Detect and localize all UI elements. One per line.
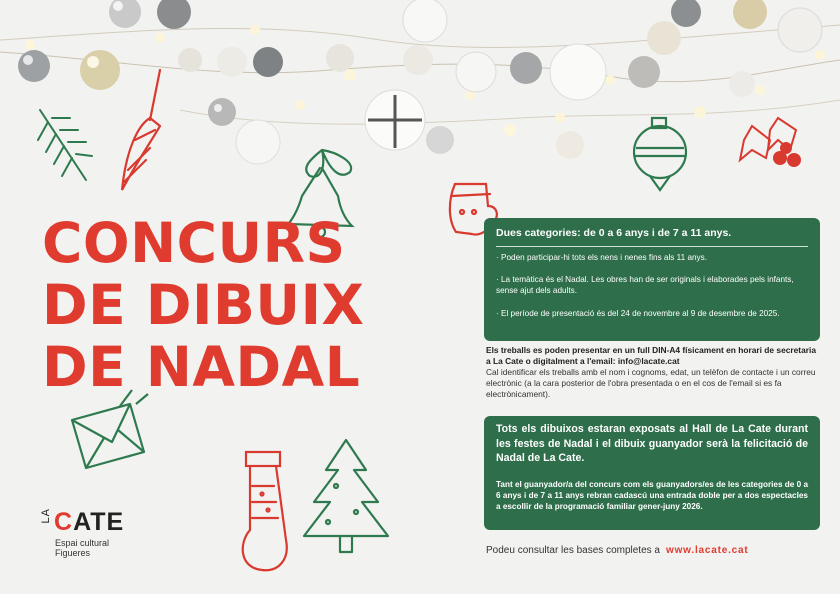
website-link[interactable]: www.lacate.cat: [666, 545, 749, 556]
submission-info: [486, 345, 822, 400]
rule-item-2: · La temàtica és el Nadal. Les obres han de ser originals i elaborades pels infants, sense ajut dels adults.: [496, 275, 794, 295]
categories-info-box: [484, 218, 820, 341]
title-line-1: CONCURS: [42, 211, 346, 275]
divider: [496, 246, 808, 247]
prize-text: Tant el guanyador/a del concurs com els guanyadors/es de les categories de 0 a 6 anys i de 7 a 11 anys rebran cadascú una entrada doble per a dos espectacles a escollir de la programació familiar gener-juny 2026.: [496, 480, 808, 511]
footer: [486, 545, 749, 556]
exhibition-info-box: [484, 416, 820, 530]
title-line-2: DE DIBUIX: [42, 273, 365, 337]
submission-body-text: Cal identificar els treballs amb el nom i cognoms, edat, un telèfon de contacte i un correu electrònic (a la cara posterior de l'obra presentada o en el cos de l'email si es fa electrònicament).: [486, 367, 816, 399]
rule-item-3: · El període de presentació és del 24 de novembre al 9 de desembre de 2025.: [496, 309, 780, 318]
logo-la: LA: [40, 508, 52, 524]
submission-bold-text: Els treballs es poden presentar en un full DIN-A4 físicament en horari de secretaria a La Cate o digitalment a l'email: info@lacate.cat: [486, 345, 816, 366]
footer-text: Podeu consultar les bases completes a: [486, 545, 660, 556]
poster-title: [42, 212, 364, 398]
logo-line-2: Figueres: [55, 548, 91, 558]
logo-subtitle: [55, 538, 109, 558]
logo-cate: [54, 508, 124, 537]
logo-line-1: Espai cultural: [55, 538, 110, 548]
logo-ate: ATE: [73, 508, 125, 536]
rule-item-1: · Poden participar-hi tots els nens i nenes fins als 11 anys.: [496, 253, 708, 262]
logo-c-letter: C: [54, 508, 74, 536]
exhibition-heading: Tots els dibuixos estaran exposats al Hall de La Cate durant les festes de Nadal i el dibuix guanyador serà la felicitació de Nadal de La Cate.: [496, 423, 808, 464]
categories-heading: Dues categories: de 0 a 6 anys i de 7 a 11 anys.: [496, 227, 732, 239]
title-line-3: DE NADAL: [42, 335, 361, 399]
